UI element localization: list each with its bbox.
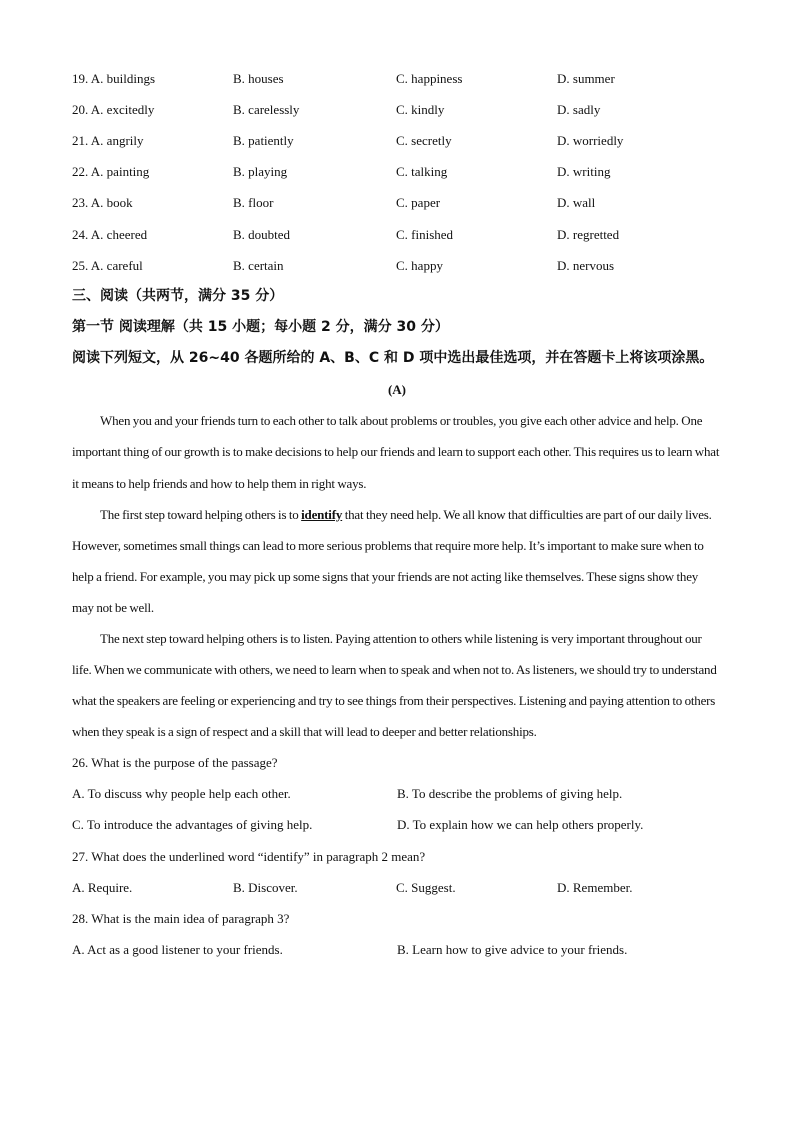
option-d: D. writing	[557, 164, 611, 180]
cloze-options	[72, 63, 722, 281]
underlined-word: identify	[301, 506, 343, 522]
question-27-stem: 27. What does the underlined word “identify” in paragraph 2 mean?	[72, 848, 426, 864]
option-row-23	[72, 188, 722, 219]
option-a: A. To discuss why people help each other.	[72, 786, 291, 802]
option-row-22	[72, 157, 722, 188]
paragraph-1: When you and your friends turn to each other to talk about problems or troubles, you give each other advice and help. One important thing of our growth is to make decisions to help our friends and learn to support each other. This requires us to learn what it means to help friends and how to help them in right ways.	[72, 413, 720, 491]
option-d: D. regretted	[557, 226, 620, 242]
question-26-options-ab	[72, 779, 722, 810]
option-c: C. talking	[396, 164, 448, 180]
option-c: C. kindly	[396, 101, 445, 117]
option-b: B. floor	[233, 195, 274, 211]
option-d: D. worriedly	[557, 132, 624, 148]
option-a: 22. A. painting	[72, 164, 150, 180]
option-b: B. Learn how to give advice to your friends.	[397, 942, 628, 958]
option-a: 20. A. excitedly	[72, 101, 155, 117]
option-c: C. happy	[396, 257, 443, 273]
question-26-options-cd	[72, 810, 722, 841]
option-c: C. Suggest.	[396, 879, 456, 895]
option-b: B. doubted	[233, 226, 291, 242]
instruction: 阅读下列短文，从 26~40 各题所给的 A、B、C 和 D 项中选出最佳选项，并在答题卡上将该项涂黑。	[72, 350, 714, 367]
option-a: A. Require.	[72, 879, 133, 895]
section-title: 三、阅读（共两节，满分 35 分）	[72, 288, 284, 305]
option-d: D. nervous	[557, 257, 615, 273]
option-b: B. houses	[233, 70, 284, 86]
option-row-20	[72, 94, 722, 125]
question-28-options-ab	[72, 934, 722, 965]
option-c: C. paper	[396, 195, 441, 211]
option-b: B. carelessly	[233, 101, 300, 117]
passage-title: (A)	[387, 382, 407, 398]
option-a: A. Act as a good listener to your friends.	[72, 942, 283, 958]
option-b: B. patiently	[233, 132, 294, 148]
option-d: D. summer	[557, 70, 615, 86]
option-c: C. happiness	[396, 70, 463, 86]
subsection-title: 第一节 阅读理解（共 15 小题；每小题 2 分，满分 30 分）	[72, 319, 449, 336]
option-b: B. To describe the problems of giving help.	[397, 786, 623, 802]
option-b: B. certain	[233, 257, 284, 273]
option-d: D. Remember.	[557, 879, 633, 895]
option-c: C. secretly	[396, 132, 452, 148]
option-c: C. To introduce the advantages of giving help.	[72, 817, 313, 833]
option-a: 21. A. angrily	[72, 132, 144, 148]
question-28-stem: 28. What is the main idea of paragraph 3?	[72, 911, 290, 927]
option-row-19	[72, 63, 722, 94]
paragraph-2: The first step toward helping others is to identify that they need help. We all know that difficulties are part of our daily lives. However, sometimes small things can lead to more serious problems that require more help. It’s important to make sure when to help a friend. For example, you may pick up some signs that your friends are not acting like themselves. These signs show they may not be well.	[72, 506, 712, 615]
option-a: 24. A. cheered	[72, 226, 148, 242]
option-b: B. Discover.	[233, 879, 298, 895]
option-b: B. playing	[233, 164, 288, 180]
question-27-options	[72, 872, 722, 903]
option-a: 25. A. careful	[72, 257, 143, 273]
option-a: 23. A. book	[72, 195, 133, 211]
option-d: D. To explain how we can help others properly.	[397, 817, 644, 833]
option-row-25	[72, 250, 722, 281]
option-d: D. sadly	[557, 101, 601, 117]
exam-page	[72, 63, 722, 966]
option-row-24	[72, 219, 722, 250]
question-26-stem: 26. What is the purpose of the passage?	[72, 755, 278, 771]
option-d: D. wall	[557, 195, 596, 211]
option-a: 19. A. buildings	[72, 70, 156, 86]
option-row-21	[72, 125, 722, 156]
paragraph-3: The next step toward helping others is to listen. Paying attention to others while listening is very important throughout our life. When we communicate with others, we need to learn when to speak and when not to. As listeners, we should try to understand what the speakers are feeling or experiencing and try to see things from their perspectives. Listening and paying attention to others when they speak is a sign of respect and a skill that will lead to deeper and better relationships.	[72, 630, 717, 740]
option-c: C. finished	[396, 226, 454, 242]
